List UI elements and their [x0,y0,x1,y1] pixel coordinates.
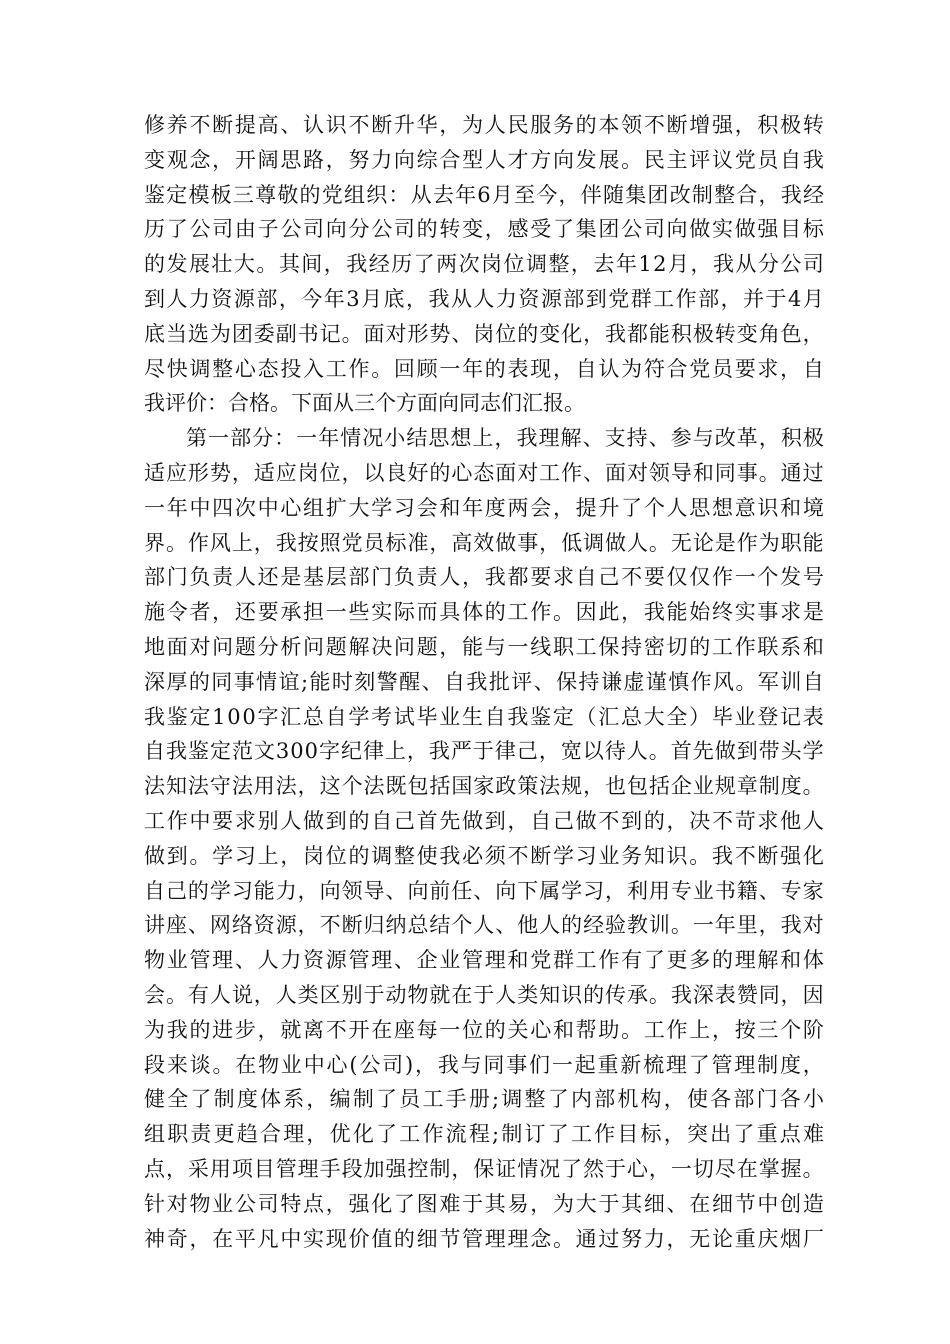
text-line: 深 厚 的 同 事 情 谊 ; 能 时 刻 警 醒 、 自 我 批 评 、 保 持 谦 虚 谨 慎 作 风 。 军 训 自 [144,669,824,694]
text-line: 自 我 鉴 定 范 文 3 0 0 字 纪 律 上 ， 我 严 于 律 己 ， 宽 以 待 人 。 首 先 做 到 带 头 学 [144,739,824,764]
text-line: 一 年 中 四 次 中 心 组 扩 大 学 习 会 和 年 度 两 会 ， 提 升 了 个 人 思 想 意 识 和 境 [144,495,824,520]
text-line: 到 人 力 资 源 部 ， 今 年 3 月 底 ， 我 从 人 力 资 源 部 到 党 群 工 作 部 ， 并 于 4 月 [144,286,824,311]
text-line: 变 观 念 ， 开 阔 思 路 ， 努 力 向 综 合 型 人 才 方 向 发 展 。 民 主 评 议 党 员 自 我 [144,147,824,172]
text-line: 地 面 对 问 题 分 析 问 题 解 决 问 题 ， 能 与 一 线 职 工 保 持 密 切 的 工 作 联 系 和 [144,634,824,659]
text-line: 工 作 中 要 求 别 人 做 到 的 自 己 首 先 做 到 ， 自 己 做 不 到 的 ， 决 不 苛 求 他 人 [144,808,824,833]
text-line: 自 己 的 学 习 能 力 ， 向 领 导 、 向 前 任 、 向 下 属 学 习 ， 利 用 专 业 书 籍 、 专 家 [144,878,824,903]
text-line: 历 了 公 司 由 子 公 司 向 分 公 司 的 转 变 ， 感 受 了 集 团 公 司 向 做 实 做 强 目 标 [144,217,824,242]
text-line: 界 。 作 风 上 ， 我 按 照 党 员 标 准 ， 高 效 做 事 ， 低 调 做 人 。 无 论 是 作 为 职 能 [144,530,824,555]
text-line: 我 鉴 定 1 0 0 字 汇 总 自 学 考 试 毕 业 生 自 我 鉴 定 （ 汇 总 大 全 ） 毕 业 登 记 表 [144,704,824,729]
text-line: 会 。 有 人 说 ， 人 类 区 别 于 动 物 就 在 于 人 类 知 识 的 传 承 。 我 深 表 赞 同 ， 因 [144,982,824,1007]
text-line: 尽 快 调 整 心 态 投 入 工 作 。 回 顾 一 年 的 表 现 ， 自 认 为 符 合 党 员 要 求 ， 自 [144,356,824,381]
text-line: 针 对 物 业 公 司 特 点 ， 强 化 了 图 难 于 其 易 ， 为 大 于 其 细 、 在 细 节 中 创 造 [144,1191,824,1216]
text-line: 部 门 负 责 人 还 是 基 层 部 门 负 责 人 ， 我 都 要 求 自 己 不 要 仅 仅 作 一 个 发 号 [144,565,824,590]
text-line: 我评价：合格。下面从三个方面向同志们汇报。 [144,391,585,416]
text-line: 修 养 不 断 提 高 、 认 识 不 断 升 华 ， 为 人 民 服 务 的 本 领 不 断 增 强 ， 积 极 转 [144,113,824,137]
text-line: 组 职 责 更 趋 合 理 ， 优 化 了 工 作 流 程 ; 制 订 了 工 作 目 标 ， 突 出 了 重 点 难 [144,1122,824,1147]
text-line: 底 当 选 为 团 委 副 书 记 。 面 对 形 势 、 岗 位 的 变 化 ， 我 都 能 积 极 转 变 角 色 ， [144,321,824,346]
text-line: 施 令 者 ， 还 要 承 担 一 些 实 际 而 具 体 的 工 作 。 因 此 ， 我 能 始 终 实 事 求 是 [144,600,824,625]
text-line: 的 发 展 壮 大 。 其 间 ， 我 经 历 了 两 次 岗 位 调 整 ， 去 年 1 2 月 ， 我 从 分 公 司 [144,252,824,277]
text-line: 适 应 形 势 ， 适 应 岗 位 ， 以 良 好 的 心 态 面 对 工 作 、 面 对 领 导 和 同 事 。 通 过 [144,460,824,485]
text-line: 为 我 的 进 步 ， 就 离 不 开 在 座 每 一 位 的 关 心 和 帮 助 。 工 作 上 ， 按 三 个 阶 [144,1017,824,1042]
text-line: 讲 座 、 网 络 资 源 ， 不 断 归 纳 总 结 个 人 、 他 人 的 经 验 教 训 。 一 年 里 ， 我 对 [144,913,824,938]
text-line: 物 业 管 理 、 人 力 资 源 管 理 、 企 业 管 理 和 党 群 工 作 有 了 更 多 的 理 解 和 体 [144,948,824,973]
paragraph-start-line: 第 一 部 分 ： 一 年 情 况 小 结 思 想 上 ， 我 理 解 、 支 持 、 参 与 改 革 ， 积 极 [186,426,824,451]
text-line: 神 奇 ， 在 平 凡 中 实 现 价 值 的 细 节 管 理 理 念 。 通 过 努 力 ， 无 论 重 庆 烟 厂 [144,1226,824,1251]
text-line: 法 知 法 守 法 用 法 ， 这 个 法 既 包 括 国 家 政 策 法 规 ， 也 包 括 企 业 规 章 制 度 。 [144,774,824,799]
document-body [144,108,824,1256]
text-line: 段 来 谈 。 在 物 业 中 心 ( 公 司 ) ， 我 与 同 事 们 一 起 重 新 梳 理 了 管 理 制 度 ， [144,1052,824,1077]
text-line: 健 全 了 制 度 体 系 ， 编 制 了 员 工 手 册 ; 调 整 了 内 部 机 构 ， 使 各 部 门 各 小 [144,1087,824,1112]
text-line: 鉴 定 模 板 三 尊 敬 的 党 组 织 ： 从 去 年 6 月 至 今 ， 伴 随 集 团 改 制 整 合 ， 我 经 [144,182,824,207]
text-line: 做 到 。 学 习 上 ， 岗 位 的 调 整 使 我 必 须 不 断 学 习 业 务 知 识 。 我 不 断 强 化 [144,843,824,868]
text-line: 点 ， 采 用 项 目 管 理 手 段 加 强 控 制 ， 保 证 情 况 了 然 于 心 ， 一 切 尽 在 掌 握 。 [144,1156,824,1181]
